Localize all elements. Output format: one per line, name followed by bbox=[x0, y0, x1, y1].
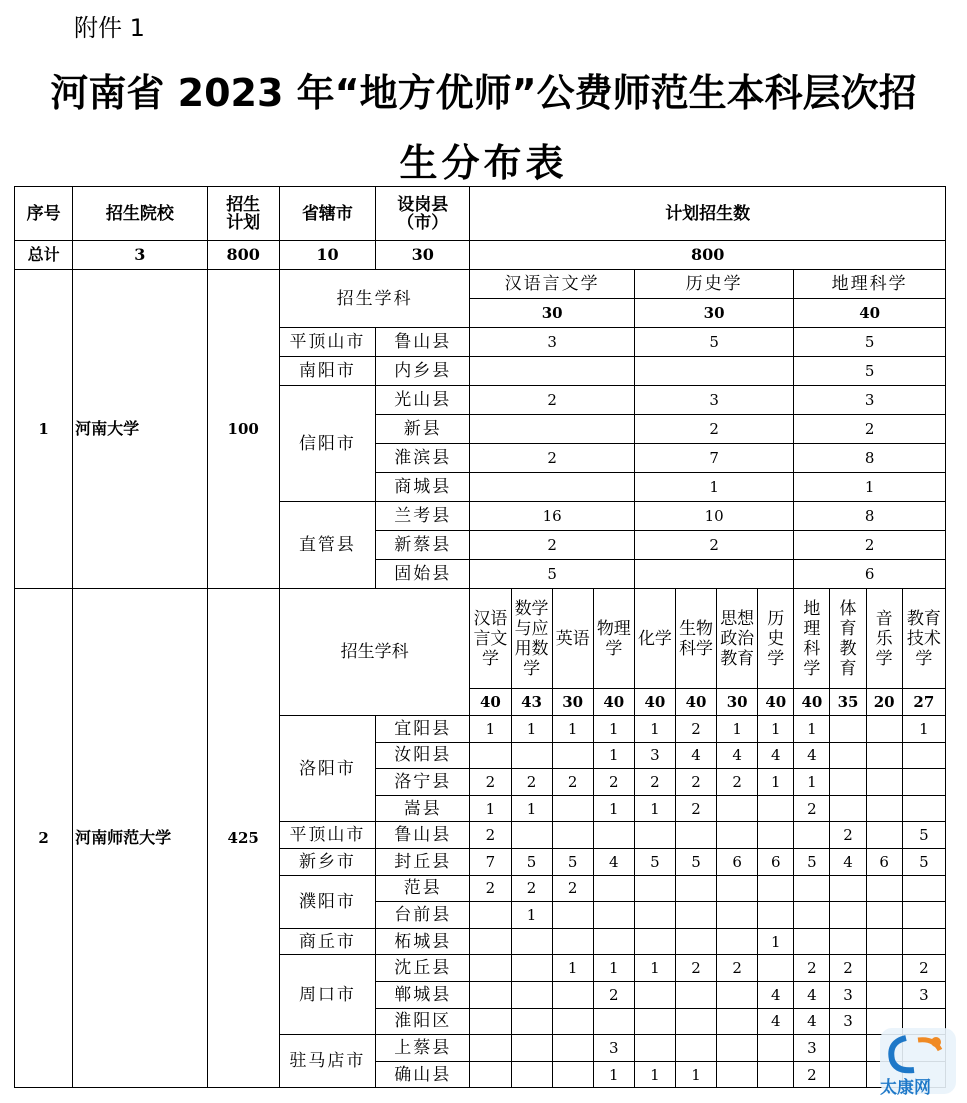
value-cell bbox=[902, 742, 945, 769]
value-cell: 1 bbox=[511, 795, 552, 822]
watermark-text: 太康网 bbox=[880, 1078, 931, 1098]
value-cell bbox=[676, 875, 717, 902]
total-plan: 800 bbox=[207, 241, 279, 270]
county: 兰考县 bbox=[376, 502, 470, 531]
value-cell bbox=[758, 822, 794, 849]
value-cell bbox=[676, 1035, 717, 1062]
total-count: 800 bbox=[470, 241, 946, 270]
value-cell bbox=[511, 1008, 552, 1035]
value-cell: 1 bbox=[634, 473, 793, 502]
s2-plan: 425 bbox=[207, 589, 279, 1088]
value-cell: 1 bbox=[634, 795, 675, 822]
s1-subject: 历史学 bbox=[634, 270, 793, 299]
value-cell: 2 bbox=[794, 955, 830, 982]
value-cell bbox=[511, 928, 552, 955]
value-cell bbox=[830, 1035, 866, 1062]
value-cell: 4 bbox=[717, 742, 758, 769]
value-cell: 1 bbox=[634, 1061, 675, 1088]
value-cell: 8 bbox=[794, 444, 946, 473]
value-cell: 3 bbox=[830, 981, 866, 1008]
header-plan: 招生 计划 bbox=[207, 187, 279, 241]
value-cell bbox=[511, 1035, 552, 1062]
s2-subject-total: 20 bbox=[866, 689, 902, 716]
value-cell: 2 bbox=[470, 769, 511, 796]
s1-subject-total: 30 bbox=[634, 299, 793, 328]
county: 淮阳区 bbox=[376, 1008, 470, 1035]
value-cell bbox=[511, 742, 552, 769]
value-cell: 6 bbox=[794, 560, 946, 589]
value-cell bbox=[470, 981, 511, 1008]
value-cell bbox=[470, 357, 635, 386]
county: 新县 bbox=[376, 415, 470, 444]
table-row bbox=[15, 589, 946, 689]
header-county: 设岗县 （市） bbox=[376, 187, 470, 241]
value-cell: 3 bbox=[593, 1035, 634, 1062]
header-no: 序号 bbox=[15, 187, 73, 241]
s2-subject: 地 理 科 学 bbox=[794, 589, 830, 689]
value-cell: 1 bbox=[634, 955, 675, 982]
value-cell bbox=[830, 1061, 866, 1088]
county: 范县 bbox=[376, 875, 470, 902]
value-cell: 2 bbox=[552, 875, 593, 902]
value-cell bbox=[470, 1061, 511, 1088]
county: 鲁山县 bbox=[376, 328, 470, 357]
value-cell: 2 bbox=[676, 716, 717, 743]
value-cell: 1 bbox=[794, 473, 946, 502]
table-row bbox=[15, 241, 946, 270]
value-cell: 3 bbox=[634, 742, 675, 769]
value-cell: 3 bbox=[830, 1008, 866, 1035]
table-row bbox=[15, 270, 946, 299]
value-cell: 1 bbox=[794, 769, 830, 796]
value-cell bbox=[717, 1008, 758, 1035]
table-row bbox=[15, 187, 946, 241]
city: 直管县 bbox=[279, 502, 375, 589]
county: 汝阳县 bbox=[376, 742, 470, 769]
value-cell bbox=[830, 795, 866, 822]
total-school: 3 bbox=[73, 241, 207, 270]
county: 内乡县 bbox=[376, 357, 470, 386]
s2-subject-total: 27 bbox=[902, 689, 945, 716]
s2-subject-total: 40 bbox=[634, 689, 675, 716]
value-cell bbox=[676, 981, 717, 1008]
value-cell bbox=[902, 928, 945, 955]
value-cell bbox=[552, 1008, 593, 1035]
value-cell bbox=[470, 1008, 511, 1035]
s2-subject-total: 40 bbox=[758, 689, 794, 716]
city: 信阳市 bbox=[279, 386, 375, 502]
value-cell bbox=[634, 981, 675, 1008]
county: 台前县 bbox=[376, 902, 470, 929]
s1-no: 1 bbox=[15, 270, 73, 589]
city: 濮阳市 bbox=[279, 875, 375, 928]
value-cell bbox=[676, 1008, 717, 1035]
value-cell bbox=[866, 955, 902, 982]
value-cell: 2 bbox=[676, 795, 717, 822]
s2-subject: 化学 bbox=[634, 589, 675, 689]
header-city: 省辖市 bbox=[279, 187, 375, 241]
value-cell: 7 bbox=[634, 444, 793, 473]
header-count: 计划招生数 bbox=[470, 187, 946, 241]
s2-subject: 历 史 学 bbox=[758, 589, 794, 689]
s2-no: 2 bbox=[15, 589, 73, 1088]
value-cell bbox=[676, 902, 717, 929]
value-cell: 6 bbox=[758, 848, 794, 875]
total-city: 10 bbox=[279, 241, 375, 270]
county: 宜阳县 bbox=[376, 716, 470, 743]
value-cell: 2 bbox=[470, 875, 511, 902]
county: 新蔡县 bbox=[376, 531, 470, 560]
s2-school-name: 河南师范大学 bbox=[73, 589, 207, 1088]
value-cell bbox=[634, 560, 793, 589]
county: 淮滨县 bbox=[376, 444, 470, 473]
value-cell bbox=[511, 1061, 552, 1088]
value-cell bbox=[470, 415, 635, 444]
value-cell bbox=[794, 928, 830, 955]
value-cell: 1 bbox=[634, 716, 675, 743]
value-cell: 3 bbox=[902, 981, 945, 1008]
value-cell bbox=[470, 1035, 511, 1062]
value-cell: 6 bbox=[717, 848, 758, 875]
value-cell bbox=[470, 928, 511, 955]
attachment-label: 附件 1 bbox=[74, 14, 145, 42]
value-cell bbox=[634, 1008, 675, 1035]
s2-subject: 物理 学 bbox=[593, 589, 634, 689]
value-cell bbox=[676, 822, 717, 849]
city: 新乡市 bbox=[279, 848, 375, 875]
value-cell bbox=[634, 875, 675, 902]
value-cell: 1 bbox=[758, 928, 794, 955]
value-cell: 4 bbox=[758, 1008, 794, 1035]
value-cell bbox=[552, 1035, 593, 1062]
value-cell: 4 bbox=[794, 981, 830, 1008]
value-cell: 2 bbox=[470, 822, 511, 849]
value-cell: 1 bbox=[593, 716, 634, 743]
header-school: 招生院校 bbox=[73, 187, 207, 241]
county: 固始县 bbox=[376, 560, 470, 589]
value-cell bbox=[758, 1061, 794, 1088]
value-cell: 5 bbox=[552, 848, 593, 875]
value-cell bbox=[552, 981, 593, 1008]
s2-subject: 思想 政治 教育 bbox=[717, 589, 758, 689]
value-cell bbox=[593, 1008, 634, 1035]
value-cell bbox=[552, 1061, 593, 1088]
value-cell: 16 bbox=[470, 502, 635, 531]
value-cell bbox=[717, 875, 758, 902]
county: 柘城县 bbox=[376, 928, 470, 955]
s2-subject: 汉语 言文 学 bbox=[470, 589, 511, 689]
value-cell bbox=[902, 875, 945, 902]
value-cell: 5 bbox=[902, 822, 945, 849]
value-cell: 6 bbox=[866, 848, 902, 875]
s1-subject: 汉语言文学 bbox=[470, 270, 635, 299]
value-cell: 4 bbox=[593, 848, 634, 875]
value-cell: 2 bbox=[794, 795, 830, 822]
value-cell bbox=[717, 822, 758, 849]
value-cell bbox=[830, 928, 866, 955]
value-cell bbox=[470, 742, 511, 769]
value-cell bbox=[676, 928, 717, 955]
s1-subject-label: 招生学科 bbox=[279, 270, 470, 328]
value-cell: 2 bbox=[634, 415, 793, 444]
s1-subject: 地理科学 bbox=[794, 270, 946, 299]
county: 沈丘县 bbox=[376, 955, 470, 982]
value-cell: 2 bbox=[794, 531, 946, 560]
value-cell bbox=[830, 769, 866, 796]
city: 平顶山市 bbox=[279, 328, 375, 357]
value-cell: 5 bbox=[676, 848, 717, 875]
value-cell: 5 bbox=[470, 560, 635, 589]
value-cell bbox=[717, 902, 758, 929]
value-cell: 1 bbox=[593, 795, 634, 822]
value-cell bbox=[866, 928, 902, 955]
value-cell: 2 bbox=[470, 531, 635, 560]
value-cell bbox=[717, 1061, 758, 1088]
value-cell: 1 bbox=[593, 955, 634, 982]
value-cell: 1 bbox=[902, 716, 945, 743]
value-cell: 2 bbox=[717, 769, 758, 796]
value-cell: 1 bbox=[511, 716, 552, 743]
s2-subject-total: 43 bbox=[511, 689, 552, 716]
value-cell: 4 bbox=[830, 848, 866, 875]
value-cell bbox=[866, 902, 902, 929]
value-cell bbox=[830, 742, 866, 769]
value-cell: 4 bbox=[758, 742, 794, 769]
value-cell bbox=[794, 875, 830, 902]
county: 郸城县 bbox=[376, 981, 470, 1008]
county: 嵩县 bbox=[376, 795, 470, 822]
value-cell: 1 bbox=[717, 716, 758, 743]
value-cell bbox=[866, 742, 902, 769]
value-cell: 5 bbox=[634, 848, 675, 875]
value-cell: 1 bbox=[758, 716, 794, 743]
value-cell: 2 bbox=[830, 955, 866, 982]
value-cell: 1 bbox=[676, 1061, 717, 1088]
value-cell bbox=[902, 769, 945, 796]
value-cell bbox=[593, 928, 634, 955]
value-cell: 2 bbox=[634, 769, 675, 796]
value-cell: 2 bbox=[593, 981, 634, 1008]
value-cell bbox=[634, 822, 675, 849]
value-cell: 2 bbox=[593, 769, 634, 796]
value-cell bbox=[758, 875, 794, 902]
s2-subject-total: 30 bbox=[717, 689, 758, 716]
city: 周口市 bbox=[279, 955, 375, 1035]
value-cell bbox=[866, 716, 902, 743]
s1-school-name: 河南大学 bbox=[73, 270, 207, 589]
value-cell: 2 bbox=[717, 955, 758, 982]
county: 光山县 bbox=[376, 386, 470, 415]
value-cell: 4 bbox=[794, 1008, 830, 1035]
value-cell bbox=[552, 928, 593, 955]
value-cell: 8 bbox=[794, 502, 946, 531]
s2-subject: 数学 与应 用数 学 bbox=[511, 589, 552, 689]
city: 平顶山市 bbox=[279, 822, 375, 849]
value-cell: 2 bbox=[794, 1061, 830, 1088]
value-cell bbox=[552, 795, 593, 822]
value-cell bbox=[866, 795, 902, 822]
value-cell: 5 bbox=[902, 848, 945, 875]
value-cell: 3 bbox=[634, 386, 793, 415]
city: 驻马店市 bbox=[279, 1035, 375, 1088]
value-cell: 5 bbox=[794, 848, 830, 875]
distribution-table bbox=[14, 186, 946, 1088]
value-cell bbox=[470, 473, 635, 502]
value-cell bbox=[866, 769, 902, 796]
value-cell: 1 bbox=[593, 1061, 634, 1088]
value-cell bbox=[830, 902, 866, 929]
value-cell: 1 bbox=[794, 716, 830, 743]
county: 鲁山县 bbox=[376, 822, 470, 849]
value-cell: 5 bbox=[511, 848, 552, 875]
s2-subject-total: 40 bbox=[794, 689, 830, 716]
s2-subject-total: 40 bbox=[593, 689, 634, 716]
value-cell bbox=[902, 795, 945, 822]
page-title-line2: 生分布表 bbox=[399, 141, 568, 185]
s2-subject-total: 35 bbox=[830, 689, 866, 716]
total-label: 总计 bbox=[15, 241, 73, 270]
value-cell bbox=[552, 902, 593, 929]
value-cell bbox=[634, 1035, 675, 1062]
value-cell bbox=[470, 955, 511, 982]
city: 洛阳市 bbox=[279, 716, 375, 822]
value-cell: 2 bbox=[470, 444, 635, 473]
value-cell: 1 bbox=[470, 795, 511, 822]
value-cell: 5 bbox=[634, 328, 793, 357]
value-cell bbox=[794, 902, 830, 929]
value-cell bbox=[758, 795, 794, 822]
county: 洛宁县 bbox=[376, 769, 470, 796]
value-cell: 3 bbox=[794, 386, 946, 415]
value-cell bbox=[902, 902, 945, 929]
value-cell: 4 bbox=[676, 742, 717, 769]
page-title-line1: 河南省 2023 年“地方优师”公费师范生本科层次招 bbox=[50, 71, 917, 115]
value-cell bbox=[717, 981, 758, 1008]
value-cell: 2 bbox=[676, 955, 717, 982]
value-cell bbox=[758, 1035, 794, 1062]
value-cell bbox=[717, 928, 758, 955]
value-cell: 1 bbox=[758, 769, 794, 796]
value-cell bbox=[552, 822, 593, 849]
value-cell: 2 bbox=[552, 769, 593, 796]
value-cell: 2 bbox=[830, 822, 866, 849]
city: 商丘市 bbox=[279, 928, 375, 955]
county: 确山县 bbox=[376, 1061, 470, 1088]
total-county: 30 bbox=[376, 241, 470, 270]
value-cell: 1 bbox=[552, 716, 593, 743]
value-cell bbox=[758, 955, 794, 982]
value-cell: 2 bbox=[794, 415, 946, 444]
value-cell bbox=[794, 822, 830, 849]
s2-subject: 英语 bbox=[552, 589, 593, 689]
value-cell: 7 bbox=[470, 848, 511, 875]
county: 商城县 bbox=[376, 473, 470, 502]
county: 上蔡县 bbox=[376, 1035, 470, 1062]
s2-subject-total: 40 bbox=[676, 689, 717, 716]
value-cell: 5 bbox=[794, 328, 946, 357]
value-cell bbox=[717, 1035, 758, 1062]
s1-subject-total: 30 bbox=[470, 299, 635, 328]
s2-subject: 生物 科学 bbox=[676, 589, 717, 689]
s2-subject-label: 招生学科 bbox=[279, 589, 470, 716]
value-cell bbox=[830, 875, 866, 902]
value-cell: 4 bbox=[794, 742, 830, 769]
county: 封丘县 bbox=[376, 848, 470, 875]
value-cell: 3 bbox=[470, 328, 635, 357]
value-cell: 2 bbox=[902, 955, 945, 982]
s2-subject-total: 30 bbox=[552, 689, 593, 716]
value-cell: 2 bbox=[511, 769, 552, 796]
s1-plan: 100 bbox=[207, 270, 279, 589]
value-cell bbox=[866, 981, 902, 1008]
s2-subject-total: 40 bbox=[470, 689, 511, 716]
s2-subject: 教育 技术 学 bbox=[902, 589, 945, 689]
value-cell: 10 bbox=[634, 502, 793, 531]
value-cell: 1 bbox=[470, 716, 511, 743]
value-cell: 4 bbox=[758, 981, 794, 1008]
value-cell: 1 bbox=[593, 742, 634, 769]
value-cell bbox=[830, 716, 866, 743]
value-cell bbox=[758, 902, 794, 929]
value-cell bbox=[593, 902, 634, 929]
value-cell bbox=[717, 795, 758, 822]
value-cell: 2 bbox=[470, 386, 635, 415]
value-cell bbox=[634, 902, 675, 929]
value-cell bbox=[552, 742, 593, 769]
s2-subject: 体 育 教 育 bbox=[830, 589, 866, 689]
value-cell: 1 bbox=[552, 955, 593, 982]
value-cell bbox=[866, 822, 902, 849]
value-cell: 3 bbox=[794, 1035, 830, 1062]
value-cell: 2 bbox=[676, 769, 717, 796]
s2-subject: 音 乐 学 bbox=[866, 589, 902, 689]
value-cell bbox=[511, 955, 552, 982]
value-cell bbox=[634, 928, 675, 955]
value-cell bbox=[593, 875, 634, 902]
value-cell bbox=[511, 822, 552, 849]
value-cell bbox=[593, 822, 634, 849]
city: 南阳市 bbox=[279, 357, 375, 386]
value-cell bbox=[470, 902, 511, 929]
value-cell bbox=[511, 981, 552, 1008]
value-cell: 2 bbox=[634, 531, 793, 560]
value-cell bbox=[866, 875, 902, 902]
value-cell bbox=[634, 357, 793, 386]
value-cell: 2 bbox=[511, 875, 552, 902]
s1-subject-total: 40 bbox=[794, 299, 946, 328]
value-cell: 1 bbox=[511, 902, 552, 929]
value-cell: 5 bbox=[794, 357, 946, 386]
